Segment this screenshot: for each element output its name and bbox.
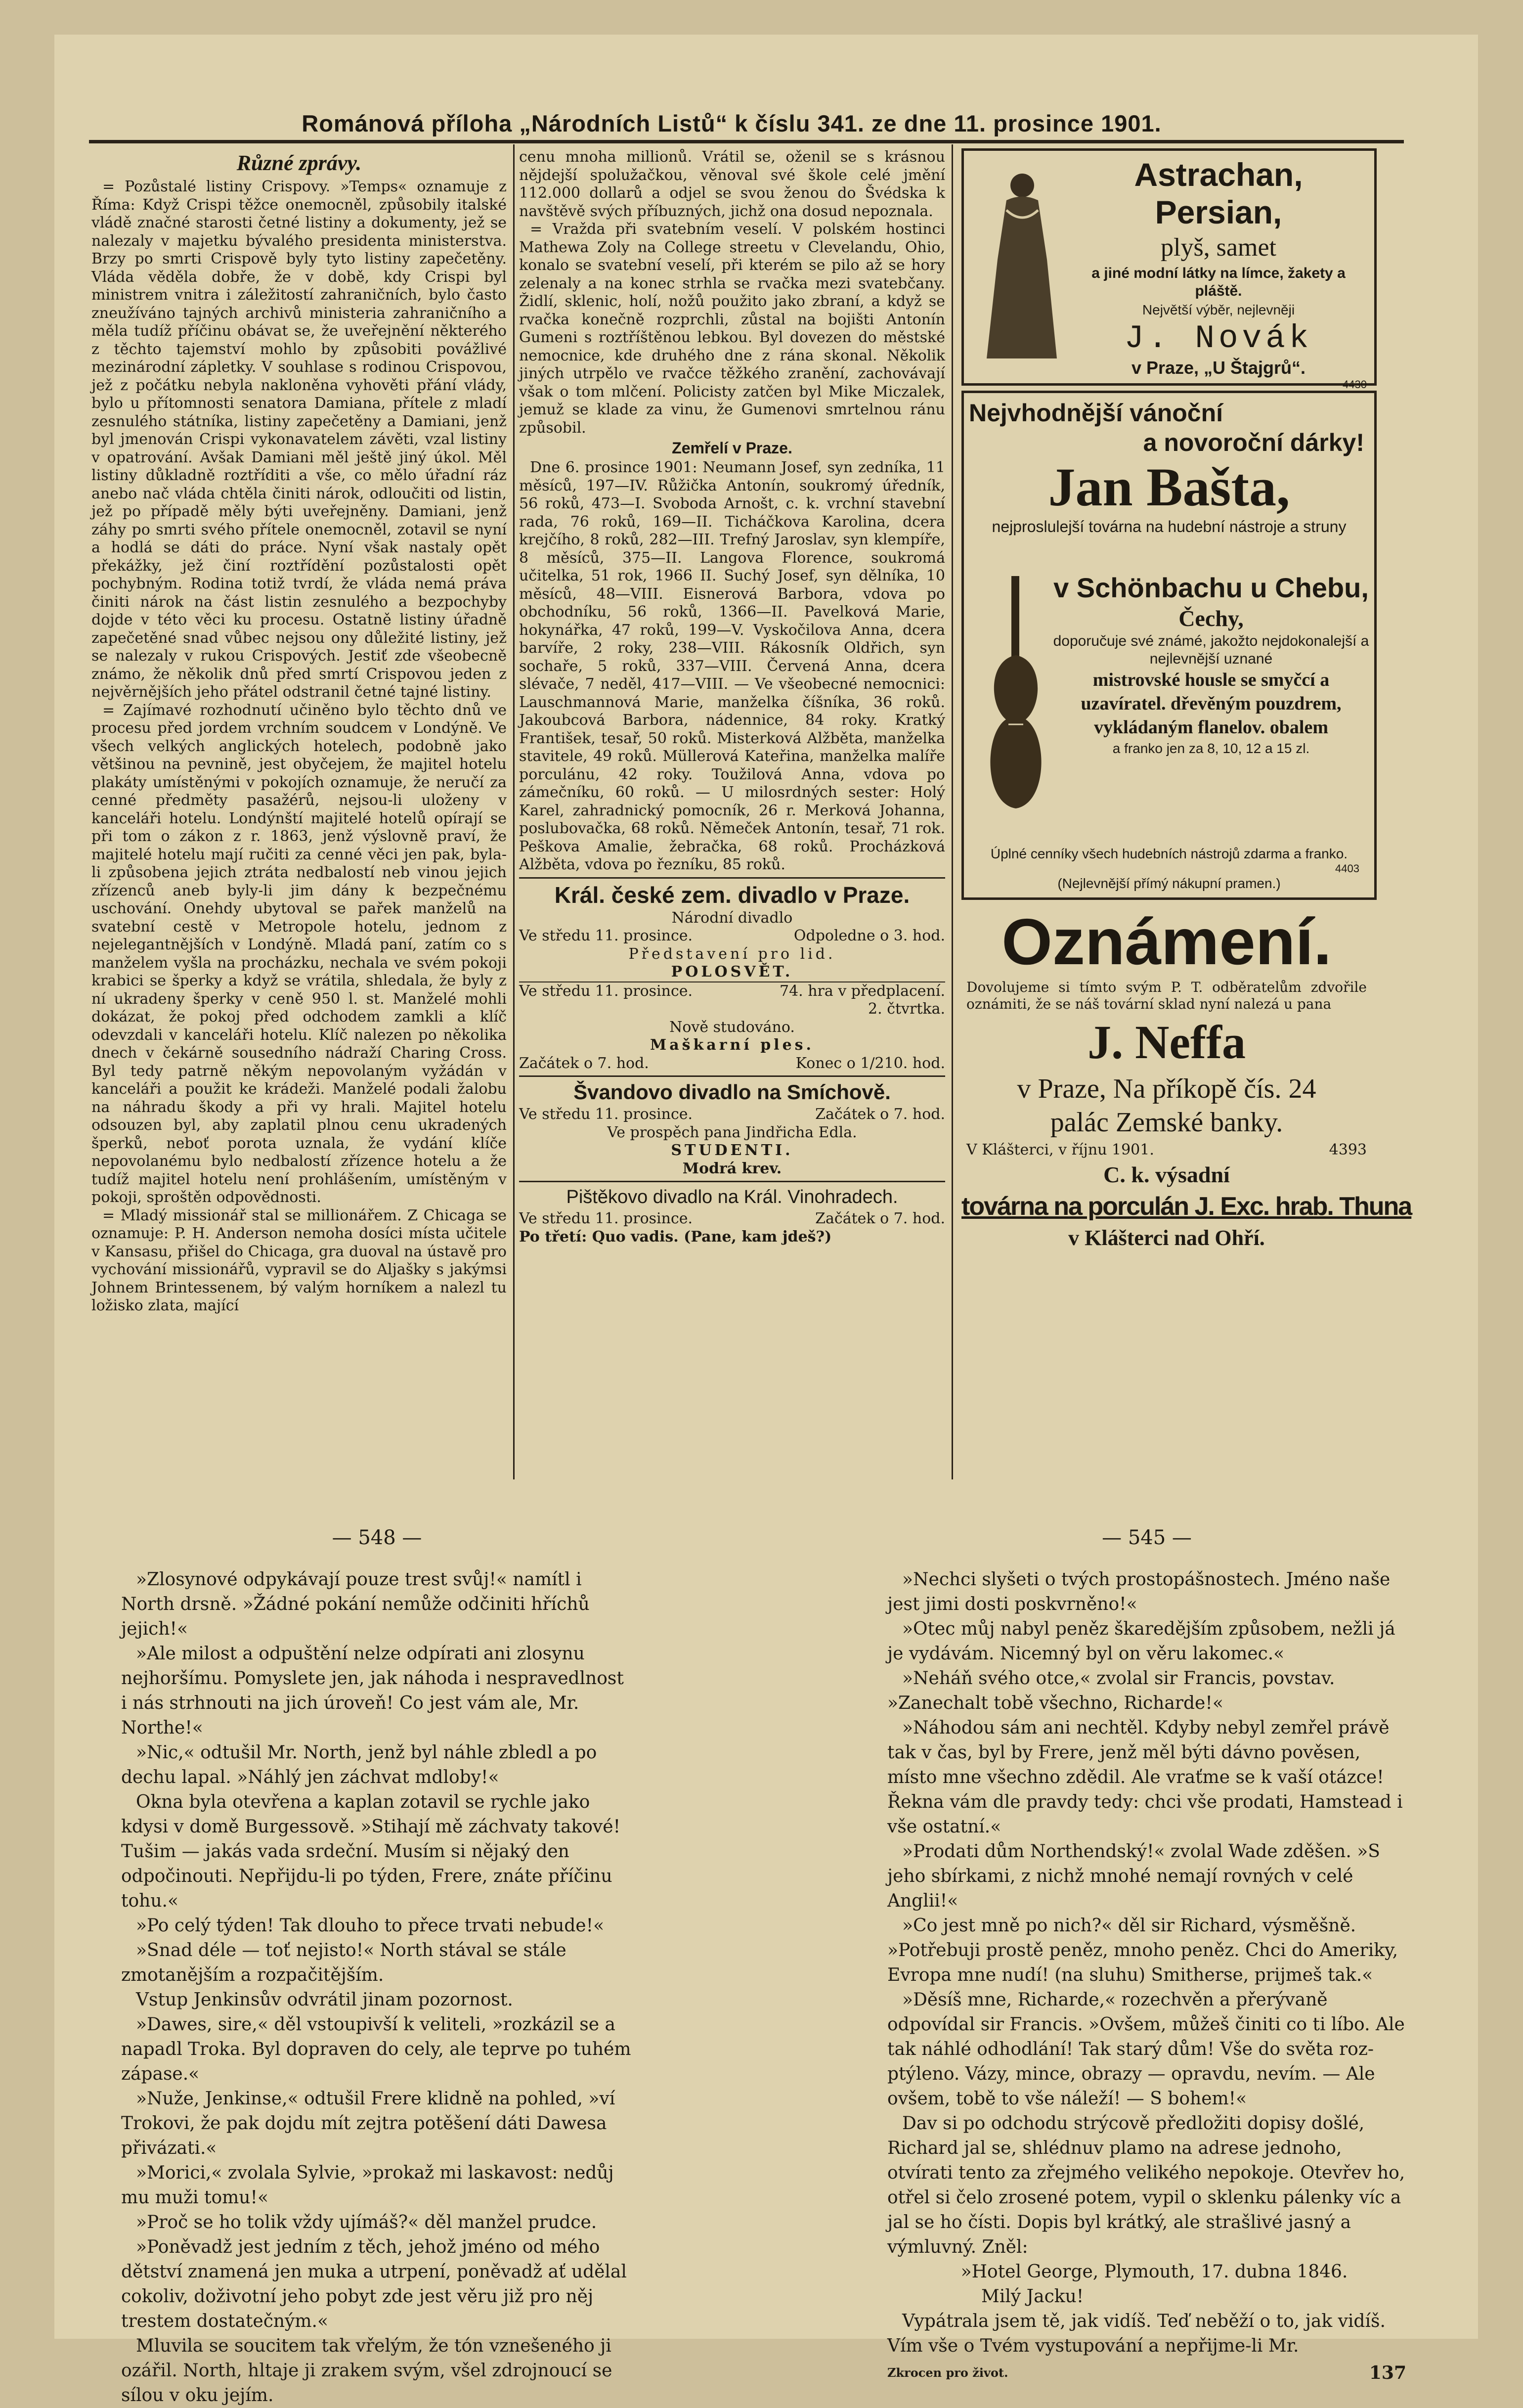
section-title: Různé zprávy. <box>236 151 362 175</box>
date-text: Ve středu 11. prosince. <box>519 982 693 1000</box>
play-title: STUDENTI. <box>671 1142 793 1159</box>
ad-price: a franko jen za 8, 10, 12 a 15 zl. <box>1112 741 1310 756</box>
ad-heading: Nejvhodnější vánoční <box>969 399 1223 427</box>
text-paragraph: Dav si po odchodu strýcově předložiti dopisy došlé, Richard jal se, shlédnuv plamo na adrese jednoho, otvírati tento za zřejmého velikého nepokoje. Otevřev ho, otřel si čelo zrosené potem, vypil o sklenku pálenky víc a jal se ho čísti. Dopis byl krátký, ale strašlivé jasný a výmluvný. Zněl: <box>887 2113 1405 2257</box>
ad-astrachan <box>961 148 1377 391</box>
ad-address: palác Zemské banky. <box>1050 1107 1283 1138</box>
date-text: Ve středu 11. prosince. <box>519 1106 693 1123</box>
ad-subheading: plyš, samet <box>1161 233 1276 262</box>
ad-text: Úplné cenníky všech hudebních nástrojů zdarma a franko. <box>990 846 1348 861</box>
text-paragraph: »Snad déle — toť nejisto!« North stával se stále zmotanějším a rozpačitějším. <box>121 1940 566 1985</box>
text-paragraph: »Poněvadž jest jedním z těch, jehož jméno od mého dětství znamená jen muka a utrpení, poněvadž ať udělal cokoliv, doživotní jeho pobyt zde jest věru již pro něj trestem dostatečným.« <box>121 2237 627 2331</box>
text-paragraph: »Morici,« zvolala Sylvie, »prokaž mi laskavost: nedůj mu muži tomu!« <box>121 2163 614 2208</box>
ad-illustration <box>978 166 1064 363</box>
ad-heading: Astrachan, Persian, <box>1134 156 1303 230</box>
theatre-notice <box>519 1075 945 1178</box>
text-paragraph: »Prodati dům Northendský!« zvolal Wade zděšen. »S jeho sbírkami, z nichž mnohé nemají rovných v celé Anglii!« <box>887 1841 1380 1911</box>
ad-company: továrna na porculán J. Exc. hrab. Thuna <box>961 1192 1412 1221</box>
text-paragraph: »Po celý týden! Tak dlouho to přece trvati nebude!« <box>136 1916 605 1936</box>
middle-column <box>519 148 945 1246</box>
lower-left-page <box>121 1508 633 2408</box>
play-title: Modrá krev. <box>682 1159 782 1177</box>
masthead: Románová příloha „Národních Listů“ k číslu 341. ze dne 11. prosince 1901. <box>302 110 1162 136</box>
article-paragraph: = Vražda při svatebním veselí. V polském hostinci Mathewa Zoly na College streetu v Clevelandu, Ohio, konalo se svatební veselí, při kterém se pilo až se hory zelenaly a na konec strhla se rvačka mezi svatebčany. Židlí, sklenic, holí, nožů použito jako zbraní, a když se rvačka konečně rozprchli, zůstal na bojišti Antonín Gumeni s roztříštěnou lebkou. Byl dovezen do městské nemocnice, kde druhého dne z rána skonal. Několik jiných utrpělo ve rvačce těžkého zranění, zachovávají však o tom mlčení. Policisty zatčen byl Mike Miczalek, jemuž se klade za vinu, že Gumenovi smrtelnou ránu způsobil. <box>519 221 945 437</box>
date-text: Ve středu 11. prosince. <box>519 1210 693 1227</box>
ad-number: 4430 <box>1343 378 1367 391</box>
ad-text: Největší výběr, nejlevněji <box>1142 302 1295 317</box>
ad-text: (Nejlevnější přímý nákupní pramen.) <box>1057 876 1281 891</box>
column-divider <box>952 144 953 1479</box>
footer-number: 137 <box>1369 2363 1406 2383</box>
start-time: Začátek o 7. hod. <box>815 1106 945 1123</box>
lower-right-page <box>887 1508 1406 2385</box>
date-text: Ve středu 11. prosince. <box>519 927 693 944</box>
end-time: Konec o 1/210. hod. <box>795 1054 945 1072</box>
text-paragraph: »Nuže, Jenkinse,« odtušil Frere klidně na pohled, »ví Trokovi, že pak dojdu mít zejtra potěšení dáti Dawesa přivázati.« <box>121 2089 615 2158</box>
masthead-rule <box>89 140 1404 143</box>
benefit-note: Ve prospěch pana Jindřicha Edla. <box>607 1123 857 1141</box>
text-paragraph: »Zlosynové odpykávají pouze trest svůj!« namítl i North drsně. »Žádné pokání nemůže odčiniti hříchů jejich!« <box>121 1569 590 1639</box>
play-title: Maškarní ples. <box>650 1036 814 1054</box>
play-title: POLOSVĚT. <box>671 963 793 981</box>
theatre-title: Král. české zem. divadlo v Praze. <box>554 882 910 908</box>
text-paragraph: Okna byla otevřena a kaplan zotavil se rychle jako kdysi v domě Burgessově. »Stihají mě záchvaty takové! Tušim — jakás vada srdeční. Musím si nějaký den odpočinouti. Nepřijdu-li po týden, Frere, znáte příčinu tohu.« <box>121 1792 621 1911</box>
woman-figure-icon <box>978 166 1064 363</box>
ad-heading: Oznámení. <box>1001 905 1332 978</box>
text-paragraph: Vstup Jenkinsův odvrátil jinam pozornost. <box>136 1990 513 2010</box>
ad-number: 4393 <box>1329 1141 1367 1159</box>
ad-oznameni <box>961 905 1412 1330</box>
text-paragraph: »Ale milost a odpuštění nelze odpírati ani zlosynu nejhoršímu. Pomyslete jen, jak náhoda i nespravedlnost i nás strhnouti na jich úroveň! Co jest vám ale, Mr. Northe!« <box>121 1644 624 1738</box>
theatre-subtitle: Národní divadlo <box>671 909 793 927</box>
page-number: — 545 — <box>1102 1526 1192 1549</box>
text-paragraph: Mluvila se soucitem tak vřelým, že tón vznešeného ji ozářil. North, hltaje ji zrakem svým, všel zdrojnoucí se sílou v oku jejím. <box>121 2336 612 2406</box>
play-line: Po třetí: Quo vadis. (Pane, kam jdeš?) <box>519 1228 832 1246</box>
quarter-text: 2. čtvrtka. <box>868 1000 945 1018</box>
performance-note: Představení pro lid. <box>628 945 836 963</box>
article-paragraph: = Zajímavé rozhodnutí učiněno bylo těchto dnů ve procesu před jordem vrchním soudcem v Londýně. Ve všech velkých anglických hotelech, podobně jako většinou na pevnině, jest obyčejem, že majitel hotelu plakáty umístěnými v pokojích oznamuje, že neručí za cenné předměty pasažérů, nejsou-li uloženy v kanceláři hotelu. Londýnští majitelé hotelů opírají se při tom o zákon z r. 1863, jenž výslovně praví, že majitelé hotelu mají ručiti za cenné věci jen pak, byla-li způsobena jejich ztráta nedbalostí neb vinou jejich zřízenců aneb byly-li jim dány k bezpečnému uschování. Onehdy ubytoval se pařek manželů na svatební cestě v Metropole hotelu, jednom z nejelegantnějších v Londýně. Mladá paní, zatím co s manželem vyšla na procházku, nechala ve svém pokoji krabici se šperky a když se vrátila, shledala, že byly z ní ukradeny šperky v ceně 950 l. st. Manželé mohli dokázat, že pokoj před odchodem zamkli a klíč odevzdali v kanceláři hotelu. Klíč nalezen po několika dnech v čekárně sousedního nádraží Charing Cross. Byl tedy patrně někým nepovolaným vyžádán v kanceláři a použit ke krádeži. Manželé podali žalobu na náhradu škody a při vy hrali. Majitel hotelu odsouzen byl, aby zaplatil plnou cenu ukradených šperků, neboť porota uznala, že vydání klíče nepovolanému bylo nedbalostí zřízence hotelu a že tudíž majitel hotelu není prohlášením, umístěným v pokoji, sproštěn odpovědnosti. <box>91 701 507 1206</box>
time-text: Odpoledne o 3. hod. <box>793 927 945 944</box>
deaths-title: Zemřelí v Praze. <box>672 439 792 457</box>
theatre-notice <box>519 1181 945 1246</box>
text-paragraph: Vypátrala jsem tě, jak vidíš. Teď neběží o to, jak vidíš. Vím vše o Tvém vystupování a nepřijme-li Mr. <box>887 2311 1386 2356</box>
ad-name: J. Neffa <box>1088 1016 1246 1069</box>
theatre-title: Švandovo divadlo na Smíchově. <box>573 1080 891 1104</box>
text-paragraph: »Nechci slyšeti o tvých prostopášnostech. Jméno naše jest jimi dosti poskvrněno!« <box>887 1569 1391 1614</box>
ad-text: doporučuje své známé, jakožto nejdokonalejší a nejlevnější uznané <box>1053 633 1369 667</box>
page-number: — 548 — <box>332 1526 422 1549</box>
text-paragraph: »Proč se ho tolik vždy ujímáš?« děl manžel prudce. <box>136 2212 597 2232</box>
letter-heading: »Hotel George, Plymouth, 17. dubna 1846. <box>960 2262 1348 2282</box>
column-divider <box>513 144 515 1479</box>
theatre-title: Pištěkovo divadlo na Král. Vinohradech. <box>566 1187 898 1207</box>
ad-location: v Klášterci nad Ohří. <box>1068 1226 1265 1250</box>
ad-name: Jan Bašta, <box>1048 457 1290 517</box>
ad-product: mistrovské housle se smyčcí a uzavíratel. dřevěným pouzdrem, vykládaným flanelov. obalem <box>1081 669 1342 738</box>
left-column <box>91 148 507 1315</box>
article-paragraph: = Pozůstalé listiny Crispovy. »Temps« oznamuje z Říma: Když Crispi těžce onemocněl, způsobily italské vládě značné starosti četné listiny a dokumenty, jež se nalezaly v majetku bývalého presidenta ministerstva. Brzy po smrti Crispově byly tyto listiny zapečetěny. Vláda věděla dobře, že v době, kdy Crispi byl ministrem vnitra i záležitostí zahraničních, bylo často zneužíváno tajných archivů ministeria zahraničního a měla tudíž příčinu obávat se, že uveřejnění některého z těchto tajemství mohlo by způsobiti povážlivé mezinárodní zápletky. V souhlase s rodinou Crispovou, jež z počátku nebyla nakloněna vyhověti přání vlády, bylo u přítomnosti senatora Damiana, přítele z mladí zesnulého státníka, listiny zapečetěny a Damiani, jenž byl jmenován Crispi vykonavatelem závěti, vzal listiny v opatrování. Avšak Damiani měl ještě jiný úkol. Měl listiny důkladně roztříditi a vše, co mělo úřadní ráz anebo nač vláda chtěla činiti nárok, odloučiti od listin, jež po případě měly býti uveřejněny. Damiani, jenž záhy po smrti svého přítele onemocněl, zotavil se nyní a hodlá se dáti do práce. Nyní však nastaly opět překážky, jež činí roztřídění pozůstalosti opět pochybným. Rodina totiž tvrdí, že vláda nemá práva činiti nárok na část listin zesnulého a bezpochyby dojde v této věci ku procesu. Ostatně listiny úřadně zapečetěné snad vůbec nejsou ony důležité listiny, jež se nalezaly v rukou Crispových. Jestiť zde všeobecně známo, že několik dnů před smrtí Crispovou jeden z nejvěrnějších jeho přátel odstranil četné tajné listiny. <box>91 178 507 701</box>
text-paragraph: »Co jest mně po nich?« děl sir Richard, výsměšně. »Potřebuji prostě peněz, mnoho peněz. Chci do Ameriky, Evropa mne nudí! (na sluhu) Smitherse, prijmeš tak.« <box>887 1916 1398 1985</box>
article-paragraph: = Mladý missionář stal se millionářem. Z Chicaga se oznamuje: P. H. Anderson nemoha dosíci místa učitele v Kansasu, přišel do Chicaga, gra duoval na ústavě pro vychování missionářů, vypravil se do Aljašky s jakýmsi Johnem Brintessenem, bý valým horníkem a nalezl tu ložisko zlata, mající <box>91 1206 507 1314</box>
footer-title: Zkrocen pro život. <box>887 2365 1008 2380</box>
ad-text: nejproslulejší továrna na hudební nástroje a struny <box>992 518 1347 535</box>
violin-icon <box>979 576 1053 833</box>
ad-name: J. Novák <box>1124 320 1313 357</box>
ad-address: v Praze, Na příkopě čís. 24 <box>1017 1073 1316 1104</box>
ad-address: v Praze, „U Štajgrů“. <box>1131 357 1306 378</box>
ad-location: v Schönbachu u Chebu, <box>1053 572 1369 603</box>
ad-text: a jiné modní látky na límce, žakety a pláště. <box>1091 265 1346 299</box>
ad-text: C. k. výsadní <box>1103 1162 1230 1187</box>
ad-text: Dovolujeme si tímto svým P. T. odběratelům zdvořile oznámiti, že se náš tovární sklad nyní nalezá u pana <box>966 979 1367 1012</box>
ad-jan-basta <box>961 391 1377 900</box>
text-paragraph: »Náhodou sám ani nechtěl. Kdyby nebyl zemřel právě tak v čas, byl by Frere, jenž měl býti dávno pověsen, místo mne všechno zdědil. Ale vraťme se k vaší otázce! Řekna vám dle pravdy tedy: chci vše prodati, Hamstead i vše ostatní.« <box>887 1718 1403 1837</box>
text-paragraph: »Nic,« odtušil Mr. North, jenž byl náhle zbledl a po dechu lapal. »Náhlý jen záchvat mdloby!« <box>121 1742 597 1787</box>
note-text: Nově studováno. <box>669 1018 795 1036</box>
deaths-list: Dne 6. prosince 1901: Neumann Josef, syn zedníka, 11 měsíců, 197—IV. Růžička Antonín, soukromý úředník, 56 roků, 473—I. Svoboda Arnošt, c. k. vrchní stavební rada, 76 roků, 169—II. Ticháčkova Karolina, dcera krejčího, 8 roků, 282—III. Trefný Jaroslav, syn klempíře, 8 měsíců, 375—II. Langova Florence, soukromá učitelka, 51 rok, 1966 II. Suchý Josef, syn dělníka, 10 měsíců, 48—VIII. Eisnerová Barbora, vdova po obchodníku, 56 roků, 1366—II. Pavelková Marie, hokynářka, 47 roků, 199—V. Vyskočilova Anna, dcera barvíře, 2 roky, 238—VIII. Rákosník Oldřich, syn sochaře, 5 roků, 337—VIII. Červená Anna, dcera slévače, 7 neděl, 417—VIII. — Ve všeobecné nemocnici: Lauschmannová Marie, manželka číšníka, 36 roků. Jakoubcová Barbora, nádennice, 84 roky. Kratký František, tesař, 50 roků. Misterková Alžběta, manželka stavitele, 49 roků. Müllerová Kateřina, manželka malíře porculánu, 42 roky. Toužilová Anna, vdova po zámečníku, 60 roků. — U milosrdných sester: Holý Karel, zahradnický pomocník, 26 r. Merková Johanna, poslubovačka, 68 roků. Němeček Antonín, tesař, 71 rok. Peškova Amalie, žebračka, 68 roků. Procházková Alžběta, vdova po řezníku, 85 roků. <box>519 459 945 873</box>
subscription-text: 74. hra v předplacení. <box>779 982 945 1000</box>
text-paragraph: »Otec můj nabyl peněz škaredějším způsobem, nežli já je vydávám. Nicemný byl on věru lakomec.« <box>887 1619 1395 1664</box>
start-time: Začátek o 7. hod. <box>815 1210 945 1227</box>
ad-date: V Klášterci, v říjnu 1901. <box>966 1141 1154 1159</box>
text-paragraph: »Dawes, sire,« děl vstoupivší k veliteli, »rozkázil se a napadl Troka. Byl dopraven do cely, ale teprve po tuhém zápase.« <box>121 2014 631 2084</box>
text-paragraph: »Děsíš mne, Richarde,« rozechvěn a přerývaně odpovídal sir Francis. »Ovšem, můžeš činiti co ti líbo. Ale tak náhlé odhodlání! Tak starý dům! Vše do světa rozptýleno. Vázy, mince, obrazy — opravdu, nevím. — Ale ovšem, tobě to vše náleží! — S bohem!« <box>887 1990 1405 2109</box>
ad-heading: a novoroční dárky! <box>1143 429 1364 456</box>
theatre-notice <box>519 877 945 1073</box>
start-time: Začátek o 7. hod. <box>519 1054 649 1072</box>
ad-region: Čechy, <box>1178 606 1244 631</box>
ad-number: 4403 <box>1335 862 1359 875</box>
letter-salutation: Milý Jacku! <box>981 2286 1084 2307</box>
text-paragraph: »Neháň svého otce,« zvolal sir Francis, povstav. »Zanechalt tobě všechno, Richarde!« <box>887 1668 1335 1713</box>
article-paragraph: cenu mnoha millionů. Vrátil se, oženil se s krásnou nějdejší spolužačkou, věnoval své škole celé jmění 112.000 dollarů a odjel se svou ženou do Švédska k navštěvě svých příbuzných, jichž ona dosud nepoznala. <box>519 148 945 220</box>
